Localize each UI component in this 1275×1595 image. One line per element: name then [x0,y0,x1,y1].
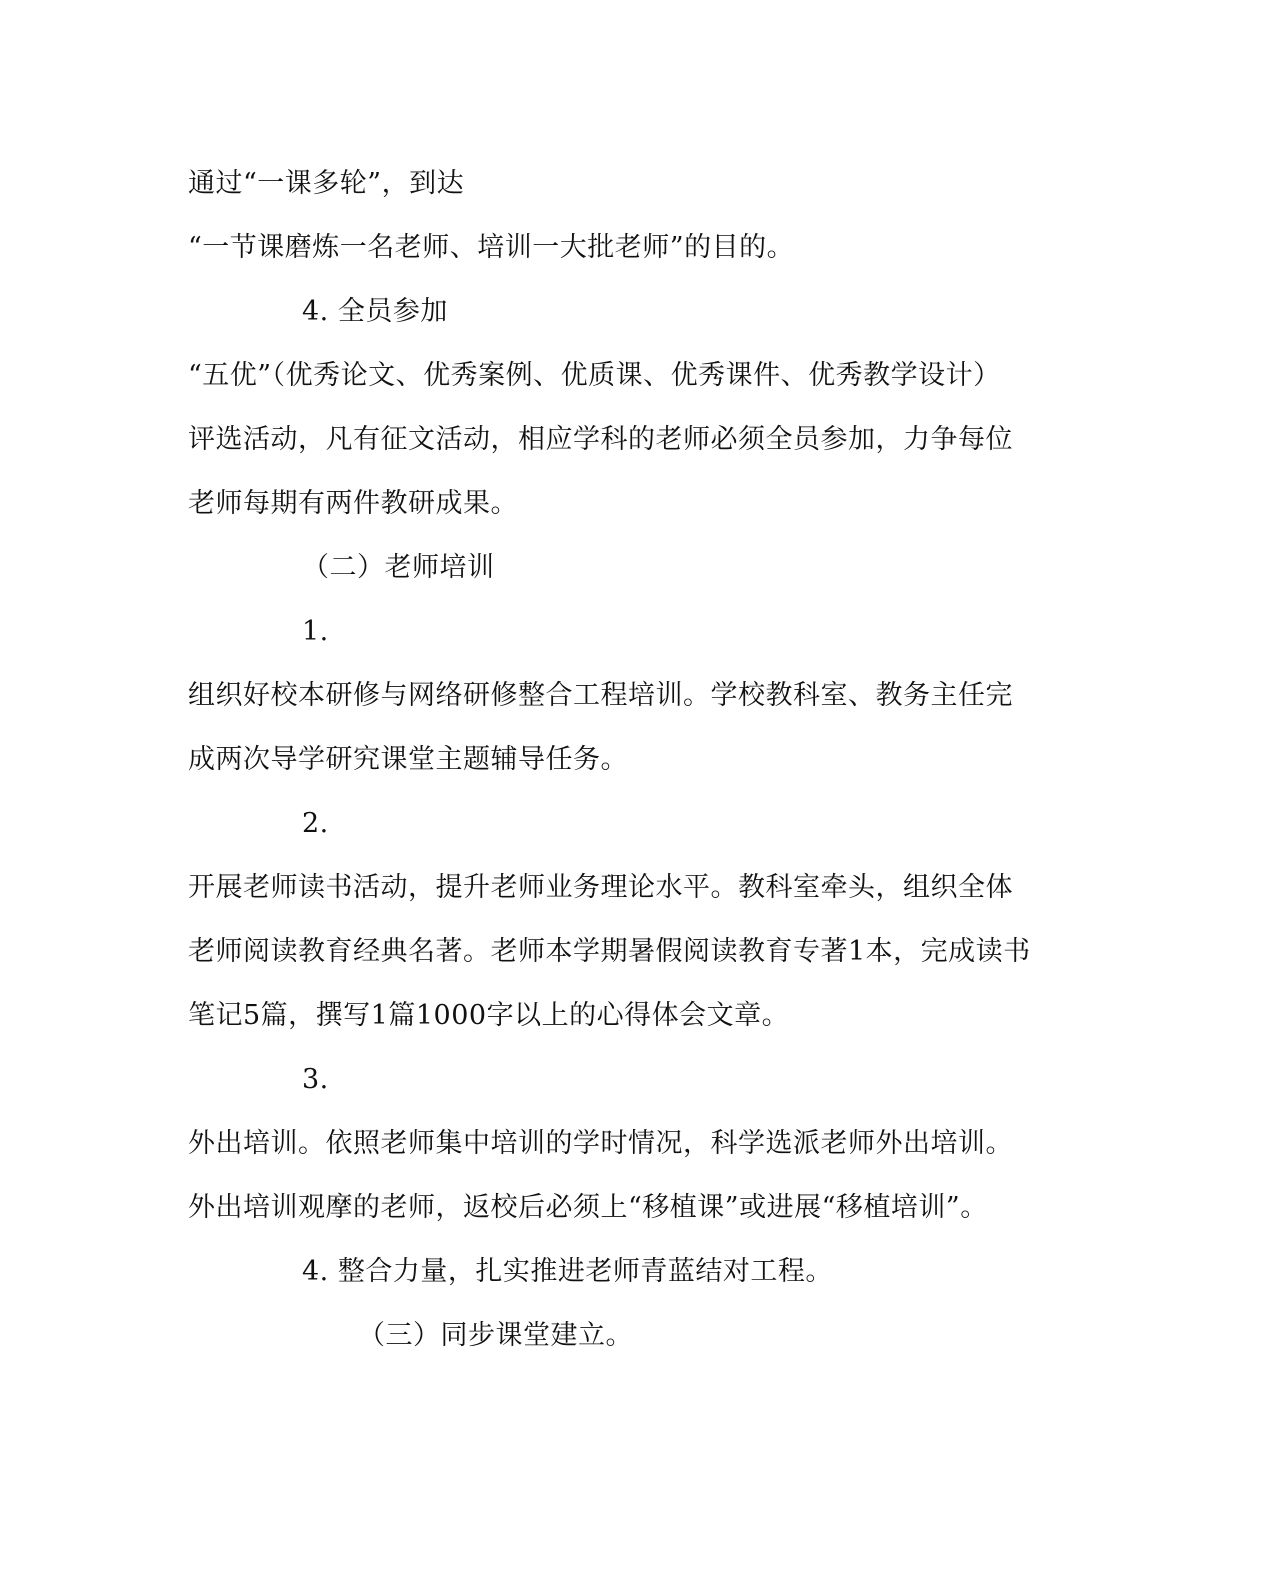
list-heading: 4. 全员参加 [302,296,448,327]
text-line: 笔记5篇，撰写1篇1000字以上的心得体会文章。 [188,1000,790,1031]
section-heading: （三）同步课堂建立。 [358,1320,633,1351]
list-number: 3. [302,1064,329,1095]
text-line: “五优”（优秀论文、优秀案例、优质课、优秀课件、优秀教学设计） [188,360,1001,391]
text-line: 外出培训。依照老师集中培训的学时情况，科学选派老师外出培训。 [188,1128,1013,1159]
text-line: “一节课磨炼一名老师、培训一大批老师”的目的。 [188,232,795,263]
text-line: 通过“一课多轮”，到达 [188,168,465,199]
section-heading: （二）老师培训 [302,552,495,583]
text-line: 老师每期有两件教研成果。 [188,488,518,519]
list-heading: 4. 整合力量，扎实推进老师青蓝结对工程。 [302,1256,833,1287]
text-line: 评选活动，凡有征文活动，相应学科的老师必须全员参加，力争每位 [188,424,1013,455]
text-line: 外出培训观摩的老师，返校后必须上“移植课”或进展“移植培训”。 [188,1192,988,1223]
text-line: 老师阅读教育经典名著。老师本学期暑假阅读教育专著1本，完成读书 [188,936,1031,967]
list-number: 1. [302,616,329,647]
text-line: 组织好校本研修与网络研修整合工程培训。学校教科室、教务主任完 [188,680,1013,711]
text-line: 开展老师读书活动，提升老师业务理论水平。教科室牵头，组织全体 [188,872,1013,903]
list-number: 2. [302,808,329,839]
text-line: 成两次导学研究课堂主题辅导任务。 [188,744,628,775]
